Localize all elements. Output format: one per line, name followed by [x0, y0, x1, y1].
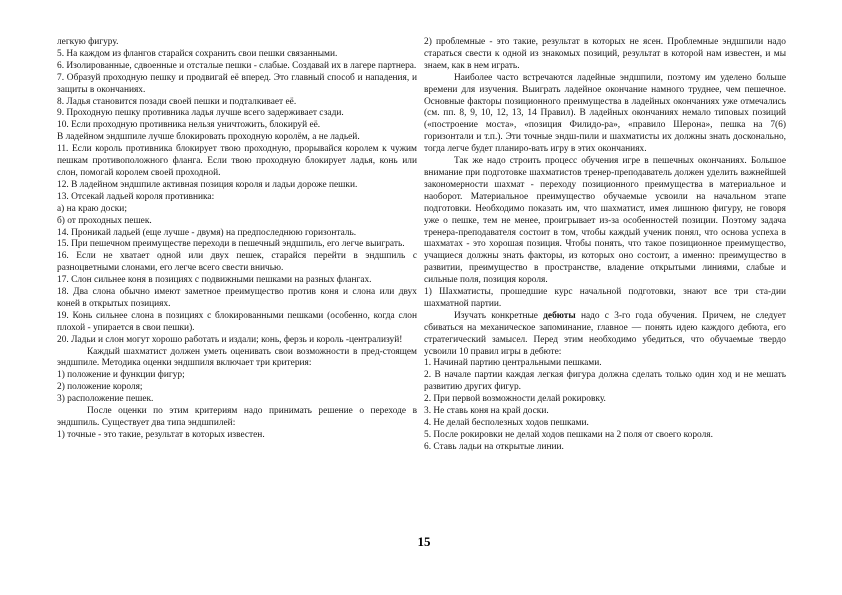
paragraph: 5. На каждом из флангов старайся сохранить свои пешки связанными. — [57, 48, 338, 59]
paragraph: 6. Изолированные, сдвоенные и отсталые пешки - слабые. Создавай их в лагере партнера. — [57, 60, 417, 71]
paragraph: Наиболее часто встречаются ладейные эндшпили, поэтому им уделено больше времени для изучения. Выиграть ладейное окончание намного труднее, чем пешечное. Основные факторы позиционного преимущества в ладейных окончаниях уже отмечались (см. пп. 8, 9, 10, 12, 13, 14 Правил). В ладейных окончаниях немало типовых позиций («построение моста», «позиция Филидо-ра», «правило Шерона», пешка на 7(6) горизонтали и т.п.). Эти точные эндш-пили и шахматисты их должны знать досконально, тогда легче будет планиро-вать игру в этих окончаниях. — [424, 72, 786, 155]
paragraph: 5. После рокировки не делай ходов пешками на 2 поля от своего короля. — [424, 429, 713, 440]
paragraph: 20. Ладьи и слон могут хорошо работать и издали; конь, ферзь и король -централизуй! — [57, 334, 403, 345]
paragraph: 9. Проходную пешку противника ладья лучше всего задерживает сзади. — [57, 108, 344, 119]
paragraph: 18. Два слона обычно имеют заметное преимущество против коня и слона или двух коней в открытых позициях. — [57, 287, 417, 309]
paragraph: 1) точные - это такие, результат в которых известен. — [57, 429, 265, 440]
paragraph: легкую фигуру. — [57, 37, 119, 47]
paragraph: 6. Ставь ладьи на открытые линии. — [424, 441, 564, 452]
left-text-column — [57, 37, 417, 442]
paragraph: 15. При пешечном преимуществе переходи в пешечный эндшпиль, его легче выиграть. — [57, 239, 405, 250]
paragraph: В ладейном эндшпиле лучше блокировать проходную королём, а не ладьей. — [57, 132, 360, 143]
paragraph: 14. Проникай ладьей (еще лучше - двумя) на предпоследнюю горизонталь. — [57, 227, 357, 238]
paragraph: 3) расположение пешек. — [57, 394, 154, 405]
paragraph: б) от проходных пешек. — [57, 215, 152, 226]
paragraph: 2) проблемные - это такие, результат в которых не ясен. Проблемные эндшпили надо стараться свести к одной из знакомых позиций, результат в которой нам известен, и мы знаем, как в нем играть. — [424, 37, 786, 71]
page-number: 15 — [417, 534, 431, 549]
paragraph: 12. В ладейном эндшпиле активная позиция короля и ладьи дороже пешки. — [57, 179, 358, 190]
paragraph: 2) положение короля; — [57, 382, 143, 393]
right-text-column — [424, 37, 786, 454]
bold-term: дебюты — [543, 310, 576, 321]
paragraph: 1) положение и функции фигур; — [57, 370, 185, 381]
paragraph: 11. Если король противника блокирует твою проходную, прорывайся королем к чужим пешкам противоположного фланга. Если твою проходную блокирует ладья, конь или слон, помогай королем своей проходной. — [57, 144, 417, 178]
paragraph: а) на краю доски; — [57, 203, 127, 214]
paragraph: 19. Конь сильнее слона в позициях с блокированными пешками (особенно, когда слон плохой - упирается в свои пешки). — [57, 310, 417, 333]
paragraph: Каждый шахматист должен уметь оценивать свои возможности в пред-стоящем эндшпиле. Методика оценки эндшпиля включает три критерия: — [57, 346, 417, 369]
paragraph: 7. Образуй проходную пешку и продвигай её вперед. Это главный способ и нападения, и защиты в окончаниях. — [57, 72, 417, 95]
paragraph: 4. Не делай бесполезных ходов пешками. — [424, 418, 589, 428]
paragraph: 2. При первой возможности делай рокировку. — [424, 394, 606, 405]
paragraph: 16. Если не хватает одной или двух пешек, старайся перейти в эндшпиль с разноцветными слонами, его легче всего свести вничью. — [57, 251, 417, 274]
paragraph: 13. Отсекай ладьей короля противника: — [57, 191, 215, 202]
text-run: надо с 3-го года обучения. Причем, не следует сбиваться на механическое запоминание, главное — понять идею каждого дебюта, его стратегический замысел. Перед этим необходимо убедиться, что обучаемые твердо усвоили 10 правил игры в дебюте: — [424, 310, 786, 357]
paragraph: 1. Начинай партию центральными пешками. — [424, 358, 602, 369]
paragraph: 1) Шахматисты, прошедшие курс начальной подготовки, знают все три ста-дии шахматной партии. — [424, 287, 786, 309]
paragraph: После оценки по этим критериям надо принимать решение о переходе в эндшпиль. Существует два типа эндшпилей: — [57, 406, 417, 428]
paragraph: 2. В начале партии каждая легкая фигура должна сделать только один ход и не мешать развитию других фигур. — [424, 370, 786, 393]
paragraph: 3. Не ставь коня на край доски. — [424, 406, 549, 417]
paragraph — [424, 311, 786, 359]
text-run: Изучать конкретные — [454, 310, 544, 321]
paragraph: Так же надо строить процесс обучения игре в пешечных окончаниях. Большое внимание при подготовке шахматистов тренер-преподаватель должен уделить важнейшей закономерности шахмат - переходу позиционного преимущества в материальное и наоборот. Материальное преимущество обучаемые усвоили на начальном этапе подготовки. Необходимо показать им, что шахматист, имея лишнюю фигуру, не говоря уже о пешке, тем не менее, проигрывает из-за особенностей позиции. Поэтому задача тренера-преподавателя состоит в том, чтобы каждый ученик понял, что основа успеха в шахматах - это хорошая позиция. Чтобы понять, что такое позиционное преимущество, учащиеся должны знать факторы, из которых оно состоит, а именно: преимущество в развитии, преимущество в пространстве, владение открытыми линиями, слабые и сильные поля, позиция короля. — [424, 156, 786, 286]
paragraph: 17. Слон сильнее коня в позициях с подвижными пешками на разных флангах. — [57, 275, 372, 286]
paragraph: 10. Если проходную противника нельзя уничтожить, блокируй её. — [57, 120, 321, 131]
paragraph: 8. Ладья становится позади своей пешки и подталкивает её. — [57, 96, 297, 107]
